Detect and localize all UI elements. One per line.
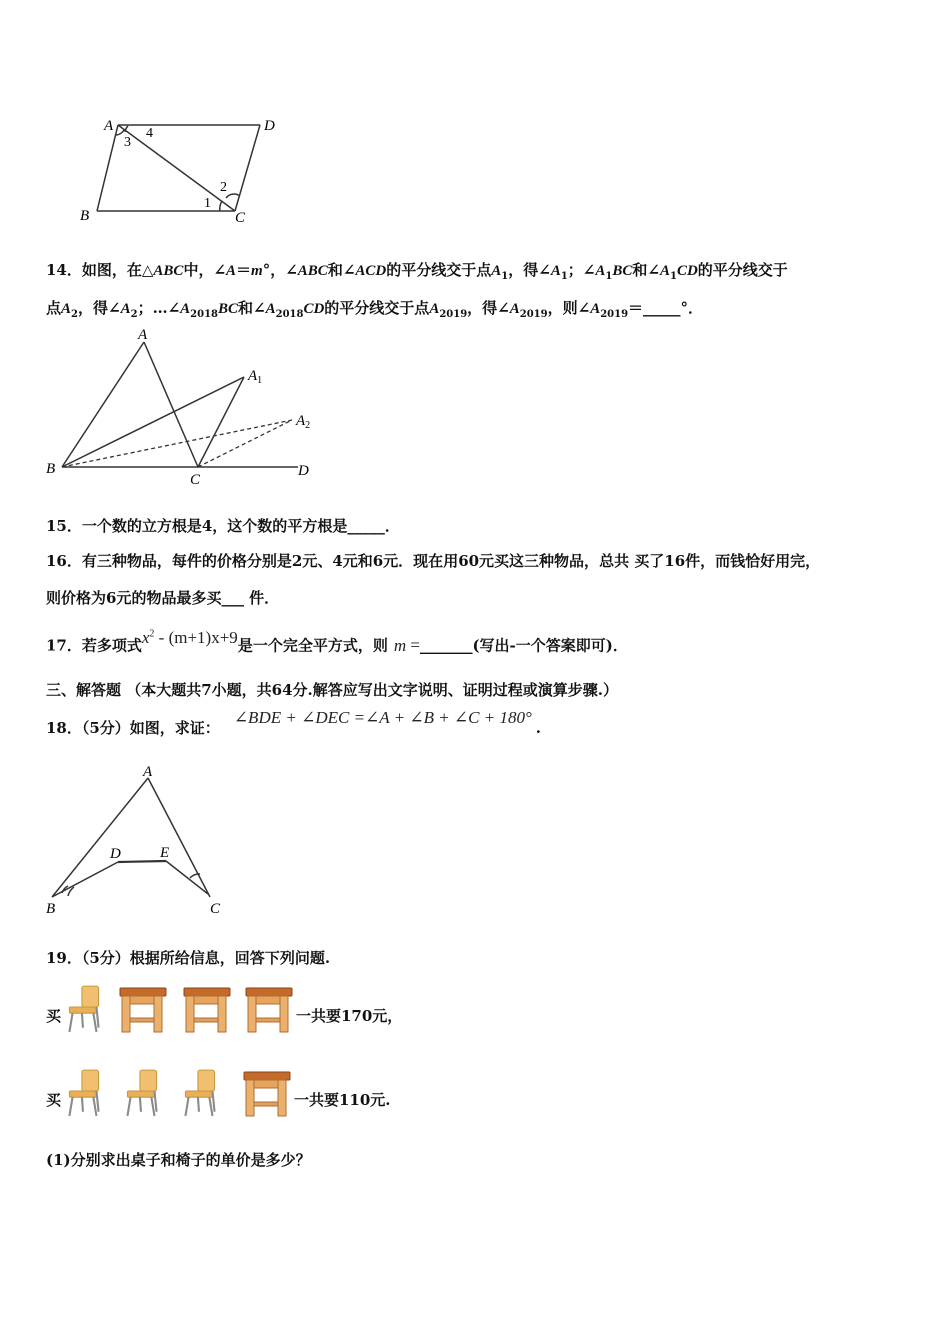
label-B: B xyxy=(80,208,90,224)
question-17 xyxy=(46,627,628,656)
q14-a1: A xyxy=(595,263,606,279)
q14-text: ＝_____°． xyxy=(628,299,704,317)
q14-a2018: A xyxy=(265,301,276,317)
q14-text: ，得∠ xyxy=(78,299,121,317)
label-D: D xyxy=(264,118,275,134)
q14-text: 点 xyxy=(46,299,62,317)
q14-sub: 2 xyxy=(130,309,138,320)
q14-a1: A xyxy=(550,263,561,279)
label-D: D xyxy=(110,846,121,862)
angle-label-2: 2 xyxy=(220,180,227,195)
q19-row-1-suffix: 一共要170元， xyxy=(296,1007,403,1025)
label-A1 xyxy=(247,368,262,386)
q14-triangle: ABC xyxy=(153,263,184,279)
question-15: 15．一个数的立方根是4，这个数的平方根是_____． xyxy=(46,517,400,535)
q18-suffix: . xyxy=(535,719,542,737)
angle-label-3: 3 xyxy=(124,135,131,150)
quadrilateral-figure xyxy=(40,760,240,920)
q14-text: 和∠ xyxy=(327,261,356,279)
q14-a2019: A xyxy=(590,301,601,317)
q14-text: 和∠ xyxy=(632,261,660,279)
q14-sub: 2019 xyxy=(600,309,629,320)
q14-text: ，得∠ xyxy=(467,299,510,317)
label-A1-sub: 1 xyxy=(257,375,263,386)
angle-label-4: 4 xyxy=(146,126,153,141)
q14-sub: 1 xyxy=(501,271,509,282)
label-A2-sub: 2 xyxy=(305,420,311,431)
q14-bc: BC xyxy=(612,263,633,279)
question-19-title: 19．（5分）根据所给信息，回答下列问题. xyxy=(46,949,331,967)
q14-text: 的平分线交于点 xyxy=(386,261,492,279)
q17-mid: 是一个完全平方式，则 xyxy=(237,636,388,655)
q14-sub: 2018 xyxy=(190,309,218,320)
chair-icon xyxy=(64,1066,104,1118)
desk-icon xyxy=(118,984,168,1034)
q14-text: ；∠ xyxy=(567,261,596,279)
label-C: C xyxy=(190,472,201,488)
q14-a2018: A xyxy=(180,301,191,317)
q14-sub: 2018 xyxy=(275,309,304,320)
q14-text: ＝ xyxy=(236,261,252,279)
q19-row-2-prefix: 买 xyxy=(46,1091,62,1109)
label-B: B xyxy=(46,901,56,917)
q14-a2: A xyxy=(120,301,131,317)
q14-a2: A xyxy=(61,301,72,317)
q14-text: 和∠ xyxy=(238,299,266,317)
q14-abc: ABC xyxy=(297,263,328,279)
q14-cd: CD xyxy=(303,301,325,317)
desk-icon xyxy=(182,984,232,1034)
desk-icon xyxy=(242,1068,292,1118)
q14-text: ；…∠ xyxy=(137,299,181,317)
label-B: B xyxy=(46,461,56,477)
parallelogram-figure xyxy=(70,110,290,230)
label-E: E xyxy=(160,845,170,861)
question-16-line-1: 16．有三种物品，每件的价格分别是2元、4元和6元．现在用60元买这三种物品，总共 买了16件，而钱恰好用完， xyxy=(46,552,821,570)
q17-eq: = xyxy=(406,635,420,655)
chair-icon xyxy=(180,1066,220,1118)
label-A1-letter: A xyxy=(248,368,258,384)
q14-text: 的平分线交于点 xyxy=(324,299,430,317)
label-A: A xyxy=(138,327,148,343)
q14-cd: CD xyxy=(676,263,698,279)
q19-row-2-suffix: 一共要110元. xyxy=(294,1091,391,1109)
q17-prefix: 17．若多项式 xyxy=(46,636,142,655)
q14-text: ，得∠ xyxy=(508,261,551,279)
label-C: C xyxy=(235,210,246,226)
question-14-line-2 xyxy=(46,298,703,325)
q17-m: m xyxy=(393,635,407,655)
q14-a2019: A xyxy=(509,301,520,317)
desk-icon xyxy=(244,984,294,1034)
q14-m: m xyxy=(251,263,263,279)
chair-icon xyxy=(122,1066,162,1118)
q18-prefix: 18．（5分）如图，求证： xyxy=(46,719,220,737)
q14-text: 中，∠ xyxy=(183,261,227,279)
question-18 xyxy=(46,708,542,738)
label-C: C xyxy=(210,901,221,917)
q19-row-1-prefix: 买 xyxy=(46,1007,62,1025)
q14-acd: ACD xyxy=(355,263,387,279)
label-A2 xyxy=(295,413,310,431)
q14-text: 14．如图，在△ xyxy=(46,261,154,279)
q14-a1: A xyxy=(659,263,670,279)
question-16-line-2: 则价格为6元的物品最多买___ 件． xyxy=(46,589,280,607)
angle-label-1: 1 xyxy=(204,196,211,211)
angle-bisector-figure xyxy=(40,325,330,490)
q14-sub: 1 xyxy=(669,271,677,282)
label-A2-letter: A xyxy=(296,413,306,429)
label-D: D xyxy=(298,463,309,479)
q14-text: ，则∠ xyxy=(547,299,591,317)
q18-formula: ∠BDE + ∠DEC =∠A + ∠B + ∠C + 180° xyxy=(233,708,532,727)
q14-sub: 1 xyxy=(560,271,568,282)
q14-text: °，∠ xyxy=(262,261,298,279)
q14-sub: 2 xyxy=(71,309,78,320)
question-19-part-1: (1)分别求出桌子和椅子的单价是多少？ xyxy=(46,1151,311,1169)
q14-sub: 1 xyxy=(605,271,613,282)
q14-angle-a: A xyxy=(226,263,237,279)
q17-polynomial xyxy=(142,628,238,647)
q17-poly-sup: 2 xyxy=(149,628,155,639)
q14-a1: A xyxy=(491,263,502,279)
q14-bc: BC xyxy=(218,301,239,317)
q14-a2019: A xyxy=(429,301,440,317)
chair-icon xyxy=(64,982,104,1034)
label-A: A xyxy=(143,764,153,780)
label-A: A xyxy=(104,118,114,134)
question-14-line-1 xyxy=(46,260,788,287)
q17-poly-x: x xyxy=(141,627,150,647)
q17-suffix: _______(写出-一个答案即可)． xyxy=(419,636,628,655)
section-3-header: 三、解答题 （本大题共7小题，共64分.解答应写出文字说明、证明过程或演算步骤.） xyxy=(46,681,618,699)
q17-poly-rest: - (m+1)x+9 xyxy=(154,627,238,647)
q14-text: 的平分线交于 xyxy=(697,261,788,279)
q14-sub: 2019 xyxy=(439,309,468,320)
q14-sub: 2019 xyxy=(519,309,548,320)
